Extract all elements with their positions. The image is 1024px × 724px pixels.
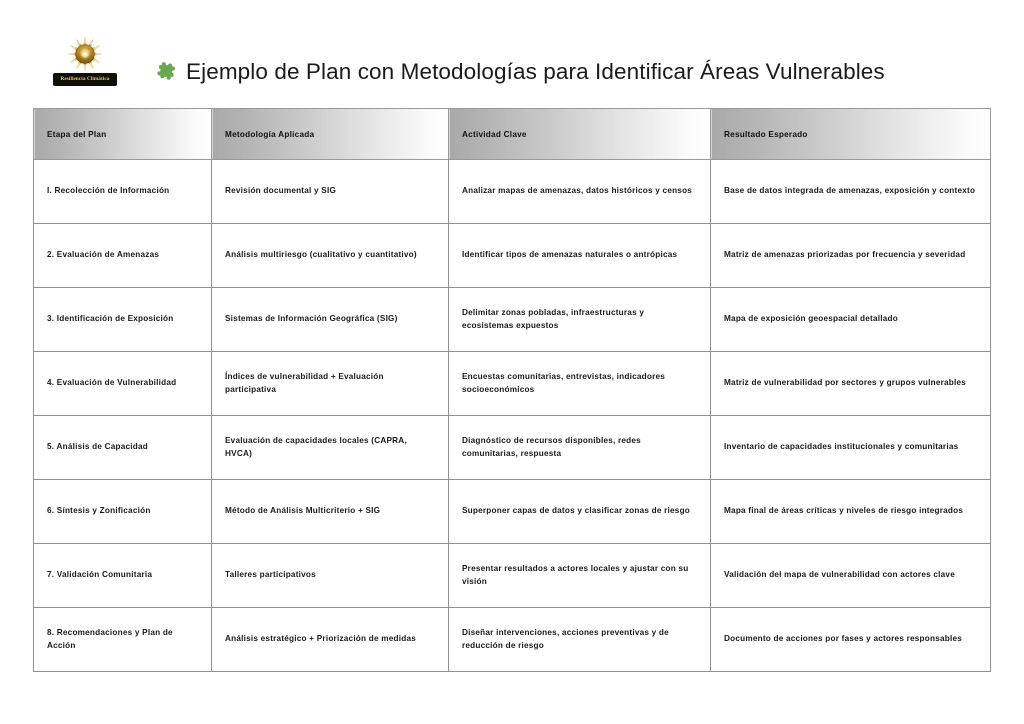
cell-etapa: 3. Identificación de Exposición — [34, 288, 212, 352]
brand-logo — [53, 36, 117, 90]
cell-metodologia: Evaluación de capacidades locales (CAPRA, HVCA) — [212, 416, 449, 480]
table-row — [34, 480, 991, 544]
cell-actividad: Diseñar intervenciones, acciones preventivas y de reducción de riesgo — [449, 608, 711, 672]
plan-table-container — [33, 108, 990, 672]
cell-resultado: Matriz de vulnerabilidad por sectores y grupos vulnerables — [711, 352, 991, 416]
table-header — [34, 109, 991, 160]
page-title: Ejemplo de Plan con Metodologías para Identificar Áreas Vulnerables — [186, 59, 885, 84]
cell-etapa: 4. Evaluación de Vulnerabilidad — [34, 352, 212, 416]
cell-etapa: 2. Evaluación de Amenazas — [34, 224, 212, 288]
cell-etapa: 6. Síntesis y Zonificación — [34, 480, 212, 544]
cell-metodologia: Sistemas de Información Geográfica (SIG) — [212, 288, 449, 352]
cell-resultado: Mapa de exposición geoespacial detallado — [711, 288, 991, 352]
table-row — [34, 544, 991, 608]
cell-metodologia: Análisis multiriesgo (cualitativo y cuantitativo) — [212, 224, 449, 288]
cell-resultado: Matriz de amenazas priorizadas por frecuencia y severidad — [711, 224, 991, 288]
cell-actividad: Diagnóstico de recursos disponibles, redes comunitarias, respuesta — [449, 416, 711, 480]
cell-actividad: Presentar resultados a actores locales y ajustar con su visión — [449, 544, 711, 608]
cell-resultado: Documento de acciones por fases y actores responsables — [711, 608, 991, 672]
plan-table — [33, 108, 991, 672]
table-row — [34, 352, 991, 416]
table-row — [34, 288, 991, 352]
cell-actividad: Analizar mapas de amenazas, datos históricos y censos — [449, 160, 711, 224]
cell-resultado: Base de datos integrada de amenazas, exposición y contexto — [711, 160, 991, 224]
cell-metodologia: Método de Análisis Multicriterio + SIG — [212, 480, 449, 544]
cell-actividad: Superponer capas de datos y clasificar zonas de riesgo — [449, 480, 711, 544]
cell-metodologia: Índices de vulnerabilidad + Evaluación participativa — [212, 352, 449, 416]
cell-resultado: Validación del mapa de vulnerabilidad con actores clave — [711, 544, 991, 608]
cell-etapa: 7. Validación Comunitaria — [34, 544, 212, 608]
cell-etapa: 8. Recomendaciones y Plan de Acción — [34, 608, 212, 672]
page-title-row — [155, 52, 885, 92]
column-header-etapa: Etapa del Plan — [34, 109, 212, 160]
table-header-row — [34, 109, 991, 160]
table-row — [34, 224, 991, 288]
column-header-metodologia: Metodología Aplicada — [212, 109, 449, 160]
cell-metodologia: Talleres participativos — [212, 544, 449, 608]
column-header-resultado: Resultado Esperado — [711, 109, 991, 160]
table-row — [34, 160, 991, 224]
column-header-actividad: Actividad Clave — [449, 109, 711, 160]
cell-actividad: Delimitar zonas pobladas, infraestructuras y ecosistemas expuestos — [449, 288, 711, 352]
table-row — [34, 608, 991, 672]
cell-metodologia: Análisis estratégico + Priorización de medidas — [212, 608, 449, 672]
cell-actividad: Encuestas comunitarias, entrevistas, indicadores socioeconómicos — [449, 352, 711, 416]
cell-resultado: Mapa final de áreas críticas y niveles de riesgo integrados — [711, 480, 991, 544]
table-body — [34, 160, 991, 672]
medallion-emblem-icon — [67, 36, 103, 72]
cell-etapa: 5. Análisis de Capacidad — [34, 416, 212, 480]
cell-resultado: Inventario de capacidades institucionales y comunitarias — [711, 416, 991, 480]
cell-etapa: I. Recolección de Información — [34, 160, 212, 224]
document-header — [0, 0, 1024, 104]
cell-metodologia: Revisión documental y SIG — [212, 160, 449, 224]
cell-actividad: Identificar tipos de amenazas naturales o antrópicas — [449, 224, 711, 288]
puzzle-piece-icon — [155, 61, 177, 83]
table-row — [34, 416, 991, 480]
logo-caption: Resiliencia Climática — [53, 73, 117, 86]
